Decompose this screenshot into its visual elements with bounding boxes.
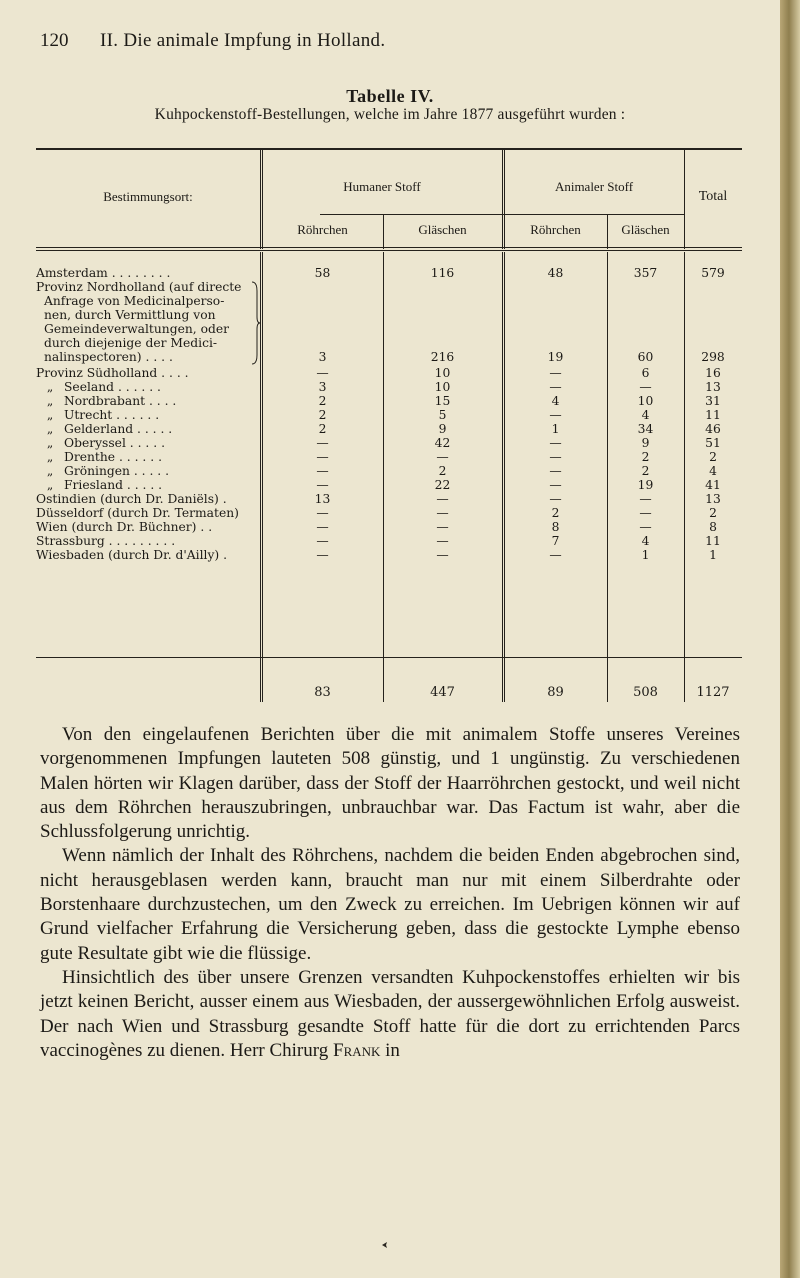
cell-hg: 116 [430,266,455,280]
cell-ar: 4 [551,394,560,408]
stub-province: „ Utrecht . . . . . . [46,408,160,422]
stub-province: „ Gröningen . . . . . [46,464,170,478]
cell-hg: — [436,520,449,534]
cell-hr: 2 [318,422,327,436]
cell-ar: — [549,408,562,422]
cell-ag: 34 [637,422,654,436]
total-ag: 508 [633,685,658,700]
cell-hr: — [316,534,329,548]
header-humaner: Humaner Stoff [343,179,421,194]
stub-duesseldorf: Düsseldorf (durch Dr. Termaten) [36,506,239,520]
col-divider [502,252,503,702]
cell-ar: 2 [551,506,560,520]
cell-total: 8 [709,520,717,534]
cell-hr: — [316,436,329,450]
stub-province: „ Nordbrabant . . . . [46,394,177,408]
cell-hr: 2 [318,394,327,408]
cell-hr: — [316,464,329,478]
cell-total: 13 [705,492,721,506]
table-title: Tabelle IV. [346,86,434,106]
cell-ag: 10 [637,394,654,408]
stub-province: „ Friesland . . . . . [46,478,163,492]
stub-line: nen, durch Vermittlung von [44,308,216,322]
running-title: II. Die animale Impfung in Holland. [100,30,386,51]
cell-hr: — [316,520,329,534]
cell-hg: 5 [438,408,447,422]
cell-ar: — [549,436,562,450]
cell-total: 11 [705,408,721,422]
cell-hg: 15 [434,394,451,408]
table-caption: Kuhpockenstoff-Bestellungen, welche im Jahre 1877 ausgeführt wurden : [154,106,626,123]
cell-hr: — [316,548,329,562]
header-bottom-rule-2 [36,250,742,251]
cell-hg: 2 [438,464,447,478]
stub-province: „ Gelderland . . . . . [46,422,173,436]
stub-wiesbaden: Wiesbaden (durch Dr. d'Ailly) . [36,548,228,562]
cell-total: 579 [701,266,725,280]
printer-mark-icon [380,1240,390,1250]
cell-ag: — [639,520,652,534]
cell-ag: 2 [641,464,650,478]
cell-ag: 4 [641,534,650,548]
col-divider-header [260,150,261,249]
stub-line: Anfrage von Medicinalperso- [44,294,225,308]
stub-nordholland [36,280,252,364]
cell-hg: 10 [434,366,451,380]
cell-ag: 19 [637,478,654,492]
total-ar: 89 [547,685,564,700]
cell-hr: — [316,366,329,380]
cell-hg: — [436,548,449,562]
cell-total: 41 [705,478,721,492]
totals-rule [36,657,742,658]
cell-ar: — [549,478,562,492]
stub-line: nalinspectoren) . . . . [44,350,173,364]
cell-total: 4 [709,464,717,478]
cell-hg: 42 [434,436,451,450]
page-number: 120 [40,30,69,51]
cell-ar: 19 [547,350,564,364]
cell-total: 2 [709,506,717,520]
total-hr: 83 [314,685,331,700]
header-stub: Bestimmungsort: [103,189,193,204]
cell-ag: — [639,492,652,506]
col-divider-header [502,150,503,249]
cell-hr: 3 [318,380,327,394]
stub-suedholland: Provinz Südholland . . . . [36,366,189,380]
body-text [40,723,740,1063]
cell-ag: — [639,380,652,394]
page-edge [780,0,800,1278]
table-top-rule [36,148,742,150]
person-name: Frank [333,1039,381,1061]
cell-ag: 9 [641,436,650,450]
cell-ar: — [549,380,562,394]
cell-total: 298 [701,350,725,364]
cell-ar: — [549,366,562,380]
cell-hr: 58 [314,266,331,280]
stub-ostindien: Ostindien (durch Dr. Daniëls) . [36,492,227,506]
stub-amsterdam: Amsterdam . . . . . . . . [36,266,171,280]
stub-province: „ Seeland . . . . . . [46,380,161,394]
col-divider [260,252,261,702]
cell-ag: 4 [641,408,650,422]
stub-wien: Wien (durch Dr. Büchner) . . [36,520,213,534]
total-hg: 447 [430,685,455,700]
cell-ar: 8 [551,520,560,534]
cell-hr: — [316,450,329,464]
cell-hg: — [436,492,449,506]
cell-ar: 1 [551,422,560,436]
header-bottom-rule [36,247,742,248]
cell-ag: 1 [641,548,650,562]
cell-hg: 9 [438,422,447,436]
brace-icon [251,281,260,365]
cell-total: 13 [705,380,721,394]
paragraph: Hinsichtlich des über unsere Grenzen versandten Kuhpockenstoffes erhielten wir bis jetzt keinen Bericht, ausser einem aus Wiesbaden, der aussergewöhnlichen Erfolg ausweist. Der nach Wien und Strassburg gesandte Stoff hatte für die dort zu errichtenden Parcs vaccinogènes zu dienen. Herr Chirurg Frank in [40,966,740,1061]
cell-ar: 48 [547,266,564,280]
cell-hg: 22 [434,478,451,492]
cell-hr: 3 [318,350,327,364]
cell-ag: 357 [633,266,658,280]
header-roehrchen: Röhrchen [297,222,348,237]
stub-province: „ Drenthe . . . . . . [46,450,162,464]
header-glaeschen: Gläschen [621,222,670,237]
paragraph: Wenn nämlich der Inhalt des Röhrchens, nachdem die beiden Enden abgebrochen sind, nicht herausgeblasen werden kann, braucht man nur mit einem Silberdrahte oder Borstenhaare durchzustechen, um den Zweck zu erreichen. Im Uebrigen können wir auf Grund vielfacher Erfahrung die Versicherung geben, dass die gestockte Lymphe ebenso gute Resultate gibt wie die flüssige. [40,845,740,964]
stub-province: „ Oberyssel . . . . . [46,436,165,450]
cell-hg: 216 [430,350,455,364]
running-head [40,30,740,56]
cell-hg: — [436,534,449,548]
header-glaeschen: Gläschen [418,222,467,237]
cell-hr: 2 [318,408,327,422]
cell-hr: 13 [314,492,331,506]
cell-ag: 6 [641,366,650,380]
stub-line: durch diejenige der Medici- [44,336,218,350]
cell-hr: — [316,506,329,520]
cell-total: 51 [705,436,721,450]
total-grand: 1127 [696,685,730,700]
cell-total: 2 [709,450,717,464]
cell-ar: — [549,464,562,478]
cell-total: 11 [705,534,721,548]
stub-line: Gemeindeverwaltungen, oder [44,322,230,336]
cell-ar: — [549,548,562,562]
header-total: Total [698,189,728,204]
cell-ar: — [549,492,562,506]
cell-ag: — [639,506,652,520]
header-animaler: Animaler Stoff [554,179,634,194]
cell-total: 1 [709,548,717,562]
paragraph: Von den eingelaufenen Berichten über die mit animalem Stoffe unseres Vereines vorgenommenen Impfungen lauteten 508 günstig, und 1 ungünstig. Zu verschiedenen Malen hörten wir Klagen darüber, dass der Stoff der Haarröhrchen gestockt, und weil nicht aus dem Röhrchen herauszubringen, unbrauchbar war. Das Factum ist wahr, aber die Schlussfolgerung unrichtig. [40,724,740,843]
cell-ar: — [549,450,562,464]
cell-total: 16 [705,366,721,380]
cell-ag: 2 [641,450,650,464]
cell-ag: 60 [637,350,654,364]
cell-total: 46 [705,422,721,436]
cell-ar: 7 [551,534,560,548]
cell-hg: 10 [434,380,451,394]
stub-line: Provinz Nordholland (auf directe [36,280,242,294]
cell-hg: — [436,450,449,464]
cell-hr: — [316,478,329,492]
cell-total: 31 [705,394,721,408]
cell-hg: — [436,506,449,520]
stub-strassburg: Strassburg . . . . . . . . . [36,534,176,548]
header-roehrchen: Röhrchen [530,222,581,237]
